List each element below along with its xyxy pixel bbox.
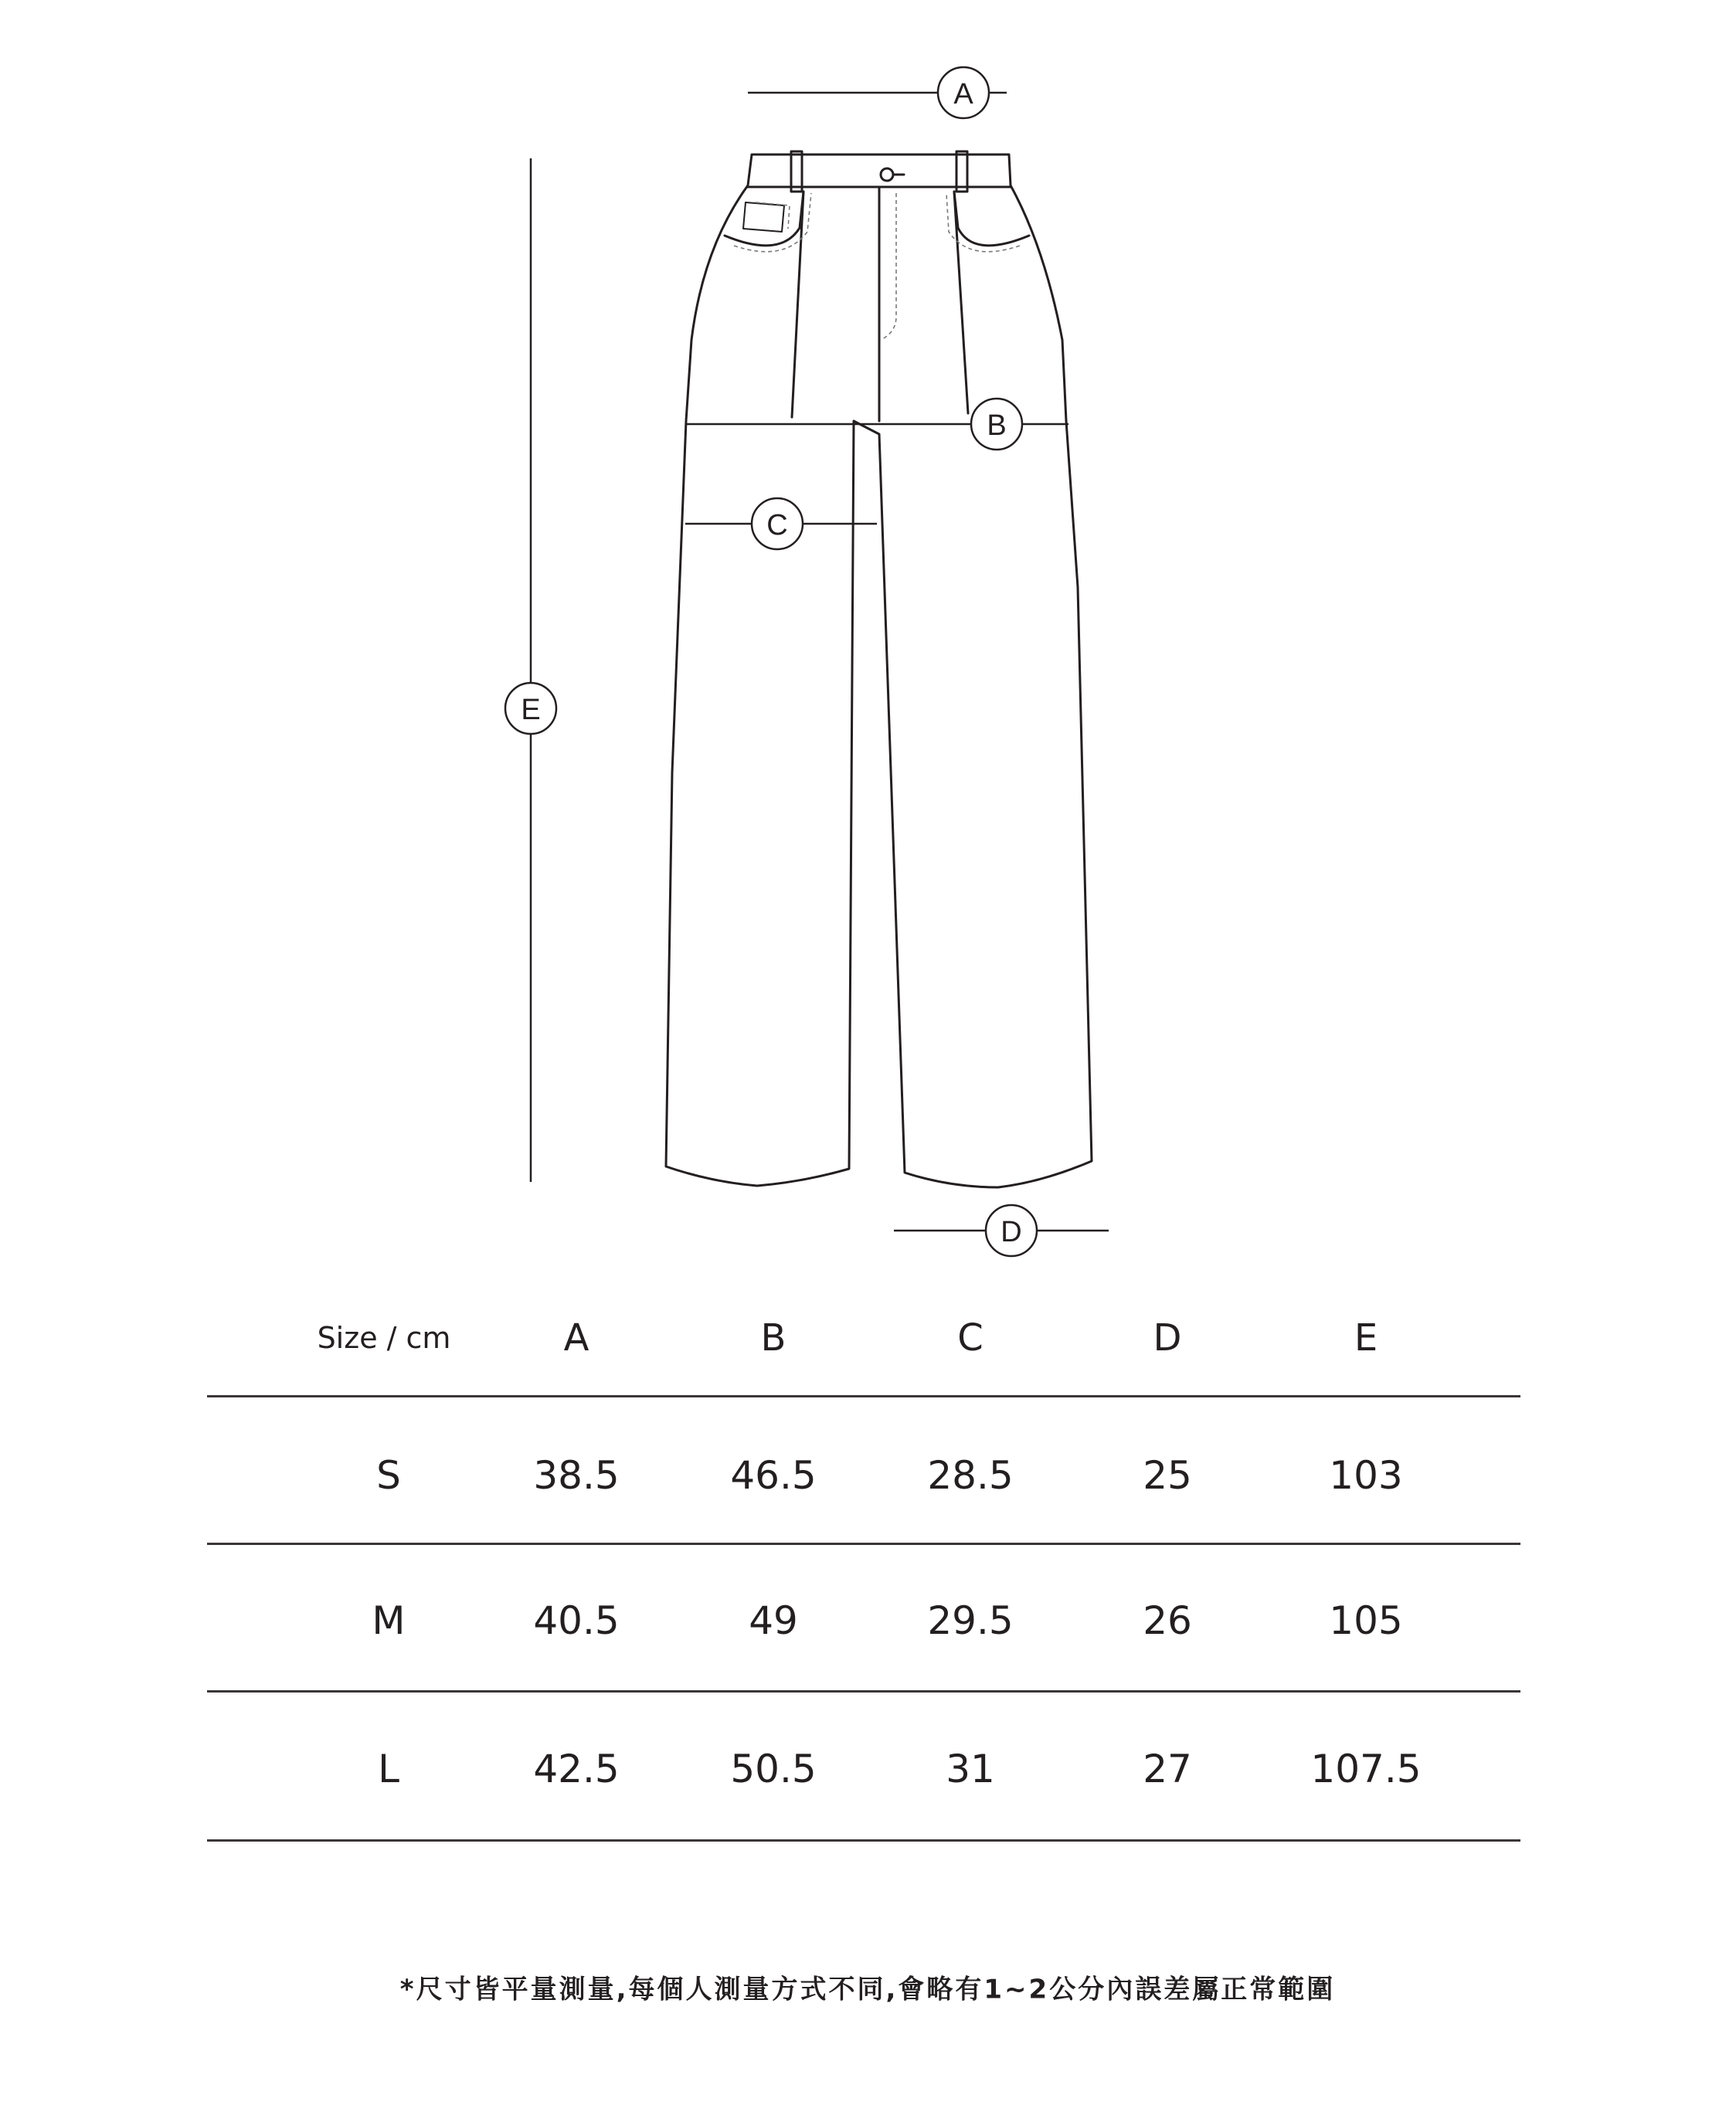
row-s-d: 25 bbox=[1143, 1453, 1192, 1498]
header-b: B bbox=[760, 1316, 786, 1360]
header-d: D bbox=[1153, 1316, 1182, 1360]
row-m-size: M bbox=[372, 1598, 406, 1643]
row-s-a: 38.5 bbox=[533, 1453, 620, 1498]
row-m-c: 29.5 bbox=[927, 1598, 1014, 1643]
header-c: C bbox=[957, 1316, 984, 1360]
table-rule bbox=[207, 1543, 1520, 1545]
label-d: D bbox=[1000, 1216, 1022, 1248]
row-s-e: 103 bbox=[1329, 1453, 1403, 1498]
belt-loop-left bbox=[791, 151, 802, 192]
table-rule bbox=[207, 1395, 1520, 1397]
label-a: A bbox=[953, 78, 973, 110]
table-rule bbox=[207, 1839, 1520, 1842]
row-m-d: 26 bbox=[1143, 1598, 1192, 1643]
row-s-c: 28.5 bbox=[927, 1453, 1014, 1498]
row-s-b: 46.5 bbox=[730, 1453, 817, 1498]
row-l-a: 42.5 bbox=[533, 1747, 620, 1791]
row-m-b: 49 bbox=[749, 1598, 798, 1643]
button bbox=[881, 168, 893, 181]
label-e: E bbox=[521, 694, 541, 726]
row-m-e: 105 bbox=[1329, 1598, 1403, 1643]
table-rule bbox=[207, 1690, 1520, 1693]
header-size: Size / cm bbox=[317, 1321, 451, 1355]
row-l-b: 50.5 bbox=[730, 1747, 817, 1791]
pocket-left bbox=[725, 192, 803, 246]
label-c: C bbox=[766, 509, 788, 542]
row-l-e: 107.5 bbox=[1310, 1747, 1422, 1791]
header-e: E bbox=[1354, 1316, 1378, 1360]
row-l-c: 31 bbox=[946, 1747, 995, 1791]
row-s-size: S bbox=[376, 1453, 401, 1498]
measurement-note: *尺寸皆平量測量,每個人測量方式不同,會略有1~2公分內誤差屬正常範圍 bbox=[399, 1974, 1336, 2005]
coin-pocket bbox=[743, 202, 784, 232]
row-l-size: L bbox=[378, 1747, 399, 1791]
belt-loop-right bbox=[956, 151, 967, 192]
row-l-d: 27 bbox=[1143, 1747, 1192, 1791]
row-m-a: 40.5 bbox=[533, 1598, 620, 1643]
header-a: A bbox=[563, 1316, 589, 1360]
label-b: B bbox=[987, 409, 1007, 442]
